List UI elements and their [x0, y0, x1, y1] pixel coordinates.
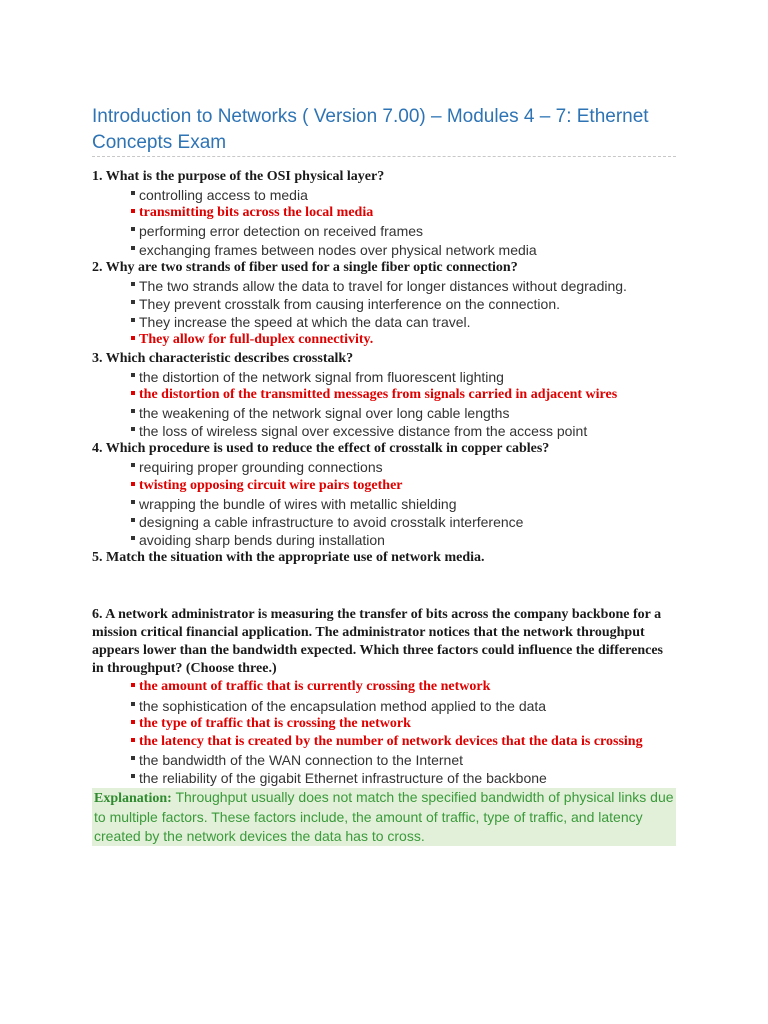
square-bullet-icon	[131, 409, 135, 413]
square-bullet-icon	[131, 209, 135, 213]
answer-option-text: the latency that is created by the number of network devices that the data is crossing	[139, 734, 643, 750]
correct-answer-option	[131, 678, 676, 696]
answer-option	[131, 277, 676, 295]
square-bullet-icon	[131, 536, 135, 540]
answer-option-text: requiring proper grounding connections	[139, 459, 383, 476]
answer-option-text: transmitting bits across the local media	[139, 205, 374, 221]
answer-option	[131, 751, 676, 769]
question-text: 3. Which characteristic describes crosstalk?	[92, 350, 354, 366]
question-text: 2. Why are two strands of fiber used for a single fiber optic connection?	[92, 259, 518, 275]
answer-option	[131, 241, 676, 259]
square-bullet-icon	[131, 720, 135, 724]
answer-option-text: They allow for full-duplex connectivity.	[139, 332, 374, 348]
answer-option	[131, 186, 676, 204]
document-page	[92, 104, 676, 846]
correct-answer-option	[131, 733, 676, 751]
answer-option	[131, 222, 676, 240]
answer-option	[131, 404, 676, 422]
answer-option-text: They prevent crosstalk from causing interference on the connection.	[139, 296, 560, 313]
answer-option-text: the reliability of the gigabit Ethernet infrastructure of the backbone	[139, 770, 547, 787]
question-text: 4. Which procedure is used to reduce the effect of crosstalk in copper cables?	[92, 441, 550, 457]
question-text: 5. Match the situation with the appropriate use of network media.	[92, 550, 485, 566]
square-bullet-icon	[131, 738, 135, 742]
answer-option	[131, 769, 676, 787]
answer-option-text: the loss of wireless signal over excessive distance from the access point	[139, 423, 588, 440]
answer-option	[131, 697, 676, 715]
answer-option-text: They increase the speed at which the data can travel.	[139, 314, 471, 331]
square-bullet-icon	[131, 463, 135, 467]
square-bullet-icon	[131, 318, 135, 322]
square-bullet-icon	[131, 391, 135, 395]
square-bullet-icon	[131, 300, 135, 304]
answer-option-text: wrapping the bundle of wires with metallic shielding	[139, 495, 457, 512]
square-bullet-icon	[131, 246, 135, 250]
answer-option	[131, 531, 676, 549]
correct-answer-option	[131, 386, 676, 404]
answer-option	[131, 495, 676, 513]
correct-answer-option	[131, 477, 676, 495]
answer-option-text: the distortion of the transmitted messages from signals carried in adjacent wires	[139, 386, 618, 402]
page-title: Introduction to Networks ( Version 7.00) – Modules 4 – 7: Ethernet Concepts Exam	[92, 106, 649, 153]
answer-option-text: designing a cable infrastructure to avoid crosstalk interference	[139, 514, 524, 531]
answer-option	[131, 368, 676, 386]
answer-option	[131, 458, 676, 476]
answer-option-text: the weakening of the network signal over long cable lengths	[139, 405, 510, 422]
title-divider	[92, 156, 676, 157]
answer-option-text: twisting opposing circuit wire pairs together	[139, 477, 403, 493]
square-bullet-icon	[131, 702, 135, 706]
square-bullet-icon	[131, 336, 135, 340]
correct-answer-option	[131, 204, 676, 222]
explanation-label: Explanation:	[94, 790, 172, 806]
answer-option-text: the type of traffic that is crossing the network	[139, 715, 411, 731]
answer-option-text: the bandwidth of the WAN connection to the Internet	[139, 752, 464, 769]
square-bullet-icon	[131, 482, 135, 486]
answer-option-text: controlling access to media	[139, 187, 308, 203]
answer-options	[92, 186, 676, 259]
square-bullet-icon	[131, 227, 135, 231]
question-list	[92, 168, 676, 788]
answer-option-text: performing error detection on received frames	[139, 223, 424, 240]
explanation-text: Throughput usually does not match the specified bandwidth of physical links due to multiple factors. These factors include, the amount of traffic, type of traffic, and latency created by the network devices the data has to cross.	[94, 788, 674, 844]
answer-options	[92, 368, 676, 441]
answer-options	[92, 277, 676, 350]
answer-option	[131, 313, 676, 331]
square-bullet-icon	[131, 282, 135, 286]
square-bullet-icon	[131, 756, 135, 760]
answer-option	[131, 513, 676, 531]
image-placeholder-gap	[92, 567, 676, 606]
answer-option-text: exchanging frames between nodes over physical network media	[139, 241, 537, 258]
square-bullet-icon	[131, 427, 135, 431]
square-bullet-icon	[131, 373, 135, 377]
answer-option-text: The two strands allow the data to travel for longer distances without degrading.	[139, 277, 627, 294]
answer-option-text: the distortion of the network signal from fluorescent lighting	[139, 368, 504, 385]
square-bullet-icon	[131, 500, 135, 504]
answer-option-text: the sophistication of the encapsulation method applied to the data	[139, 697, 547, 714]
answer-option-text: avoiding sharp bends during installation	[139, 532, 385, 549]
question-text: 1. What is the purpose of the OSI physical layer?	[92, 169, 385, 184]
square-bullet-icon	[131, 191, 135, 195]
answer-options	[92, 678, 676, 787]
square-bullet-icon	[131, 774, 135, 778]
question-text: 6. A network administrator is measuring the transfer of bits across the company backbone for a mission critical financial application. The administrator notices that the network throughput appears lower than the bandwidth expected. Which three factors could influence the differences in throughput? (Choose three.)	[92, 607, 663, 677]
answer-option	[131, 295, 676, 313]
answer-option-text: the amount of traffic that is currently crossing the network	[139, 679, 491, 695]
correct-answer-option	[131, 715, 676, 733]
square-bullet-icon	[131, 518, 135, 522]
correct-answer-option	[131, 331, 676, 349]
answer-option	[131, 422, 676, 440]
square-bullet-icon	[131, 683, 135, 687]
answer-options	[92, 458, 676, 549]
explanation-box	[92, 788, 676, 846]
